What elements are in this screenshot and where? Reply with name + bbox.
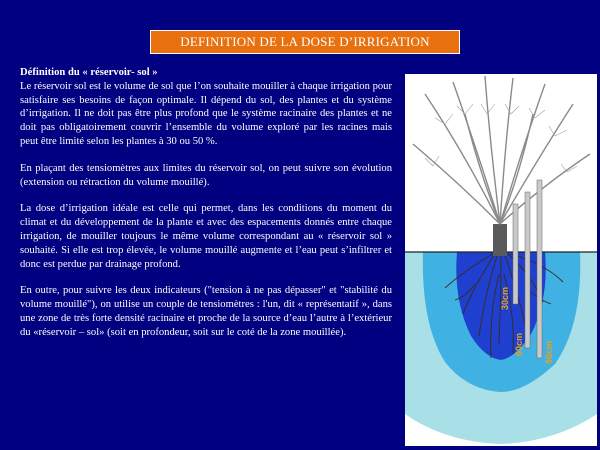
tensiometer-30cm [513,204,518,304]
body-text [20,66,392,353]
foliage [413,76,590,224]
paragraph-1 [20,66,392,149]
depth-label-60: 60cm [514,332,524,356]
plant-stem [493,224,507,256]
paragraph-4: En outre, pour suivre les deux indicateurs ("tension à ne pas dépasser" et "stabilité du volume mouillé"), on utilise un couple de tensiomètres : l'un, dit « représentatif », dans une zone de très forte densité racinaire et proche de la source d’eau l’autre à l’extérieur du «réservoir – sol» (soit en profondeur, soit sur le coté de la zone mouillée). [20,285,392,338]
tensiometer-60cm [525,192,530,348]
tensiometer-90cm [537,180,542,358]
slide-title-text: DEFINITION DE LA DOSE D’IRRIGATION [180,34,430,49]
depth-label-30: 30cm [500,286,510,310]
slide-title [150,30,460,54]
paragraph-3: La dose d’irrigation idéale est celle qui permet, dans les conditions du moment du climat et du développement de la plante et avec des espacements donnés entre chaque irrigation, de mouiller toujours le même volume correspondant au « réservoir sol » souhaité. Si elle est trop élevée, le volume mouillé augmente et l’eau peut s’infiltrer et donc est perdue par drainage profond. [20,203,392,270]
paragraph-1-text: Le réservoir sol est le volume de sol que l’on souhaite mouiller à chaque irrigation pour satisfaire ses besoins de façon optimale. Il dépend du sol, des plantes et du système d’irrigation. Il ne doit pas être plus profond que le système racinaire des plantes et ne doit pas obligatoirement couvrir l’ensemble du volume exploré par les racines mais peut être limité selon les plantes à 30 ou 50 %. [20,80,392,147]
soil-reservoir-illustration [405,74,597,446]
depth-label-90: 90cm [544,340,554,364]
section-heading: Définition du « réservoir- sol » [20,67,158,78]
foliage-leaflets [425,104,577,172]
illustration-svg [405,74,597,446]
paragraph-2: En plaçant des tensiomètres aux limites du réservoir sol, on peut suivre son évolution (extension ou rétraction du volume mouillé). [20,162,392,188]
